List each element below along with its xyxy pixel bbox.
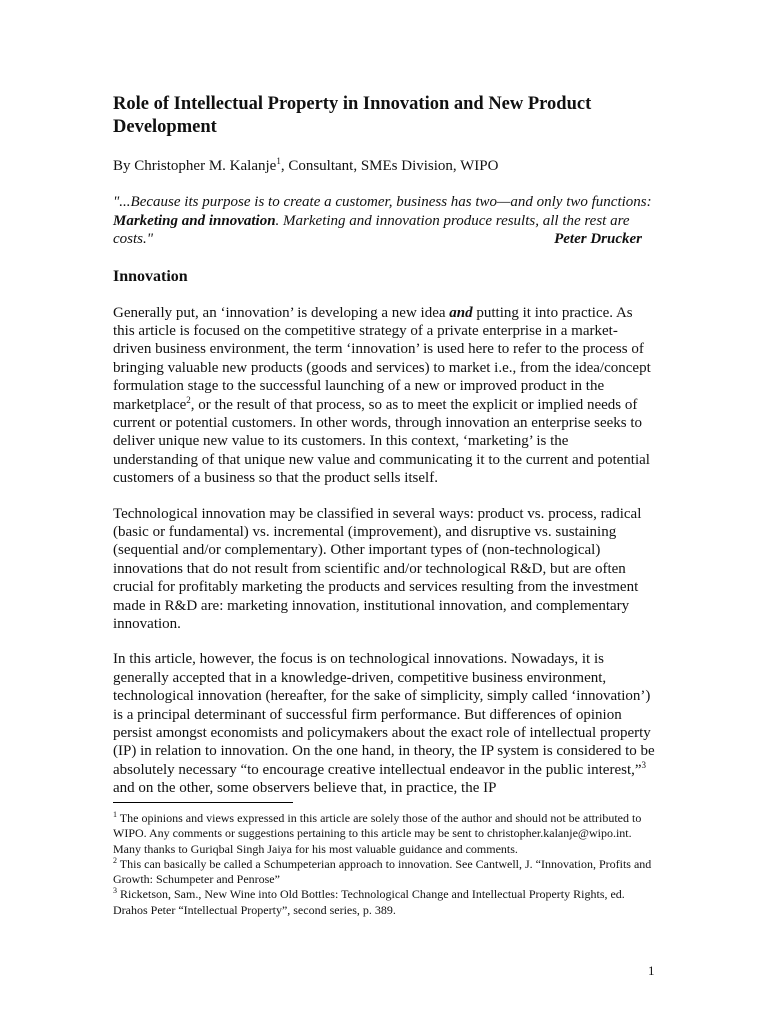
document-title: Role of Intellectual Property in Innovation and New Product Development bbox=[113, 94, 592, 137]
byline-author: By Christopher M. Kalanje bbox=[113, 158, 277, 174]
page-number: 1 bbox=[648, 963, 655, 978]
quote-text-2: . Marketing and innovation produce results, all the rest are costs." bbox=[113, 212, 630, 247]
paragraph-1-text-b: putting it into practice. As this article is focused on the competitive strategy of a private enterprise in a market-driven business environment, the term ‘innovation’ is used here to refer to the process of bringing valuable new products (goods and services) to market i.e., from the idea/concept formulation stage to the successful launching of a new or improved product in the marketplace bbox=[113, 304, 651, 413]
footnote-marker: 1 bbox=[113, 810, 117, 819]
paragraph-2: Technological innovation may be classified in several ways: product vs. process, radical (basic or fundamental) vs. incremental (improvement), and disruptive vs. sustaining (sequential and/or complementary). Other important types of (non-technological) innovations that do not result from scientific and/or technological R&D, but are often crucial for profitably marketing the products and services resulting from the investment made in R&D are: marketing innovation, institutional innovation, and complementary innovation. bbox=[113, 505, 642, 632]
quote-text-1: "...Because its purpose is to create a customer, business has two—and only two functions: bbox=[113, 194, 652, 210]
footnote-text: This can basically be called a Schumpeterian approach to innovation. See Cantwell, J. “Innovation, Profits and Growth: Schumpeter and Penrose” bbox=[113, 856, 652, 887]
quote-emphasis: Marketing and innovation bbox=[113, 212, 276, 229]
footnote-3 bbox=[113, 887, 659, 918]
footnote-2 bbox=[113, 857, 659, 888]
footnote-text: Ricketson, Sam., New Wine into Old Bottles: Technological Change and Intellectual Property Rights, ed. Drahos Peter “Intellectual Property”, second series, p. 389. bbox=[113, 887, 625, 917]
footnote-separator bbox=[113, 802, 293, 803]
section-heading: Innovation bbox=[113, 267, 188, 285]
footnote-text: The opinions and views expressed in this article are solely those of the author and should not be attributed to WIPO. Any comments or suggestions pertaining to this article may be sent to christopher.kalanje@wipo.int. Many thanks to Guriqbal Singh Jaiya for his most valuable guidance and comments. bbox=[113, 811, 642, 856]
footnote-ref-1[interactable]: 1 bbox=[276, 156, 281, 166]
quote-author: Peter Drucker bbox=[554, 231, 642, 247]
footnote-marker: 3 bbox=[113, 886, 117, 896]
footnotes bbox=[113, 811, 659, 918]
paragraph-1-emphasis: and bbox=[449, 304, 473, 321]
paragraph-1-text-c: , or the result of that process, so as to meet the explicit or implied needs of current or potential customers. In other words, through innovation an enterprise seeks to deliver unique new value to its customers. In this context, ‘marketing’ is the understanding of that unique new value and communicating it to the current and potential customers of a business so that the product sells itself. bbox=[113, 396, 650, 487]
paragraph-1 bbox=[113, 304, 655, 488]
byline-affiliation: , Consultant, SMEs Division, WIPO bbox=[280, 158, 499, 174]
footnote-1 bbox=[113, 811, 659, 857]
footnote-marker: 2 bbox=[113, 855, 117, 865]
footnote-ref-2[interactable]: 2 bbox=[186, 394, 191, 405]
document-body bbox=[113, 93, 655, 815]
footnote-ref-3[interactable]: 3 bbox=[641, 759, 647, 770]
byline bbox=[113, 157, 655, 176]
epigraph-quote bbox=[113, 193, 655, 249]
paragraph-3-text-a: In this article, however, the focus is on technological innovations. Nowadays, it is generally accepted that in a knowledge-driven, competitive business environment, technological innovation (hereafter, for the sake of simplicity, simply called ‘innovation’) is a principal determinant of successful firm performance. But differences of opinion persist amongst economists and policymakers about the exact role of intellectual property (IP) in relation to innovation. On the one hand, in theory, the IP system is considered to be absolutely necessary “to encourage creative intellectual endeavor in the public interest,” bbox=[113, 651, 655, 778]
paragraph-3 bbox=[113, 650, 655, 797]
paragraph-1-text-a: Generally put, an ‘innovation’ is developing a new idea bbox=[113, 304, 450, 321]
paragraph-3-text-b: and on the other, some observers believe that, in practice, the IP bbox=[113, 780, 497, 797]
